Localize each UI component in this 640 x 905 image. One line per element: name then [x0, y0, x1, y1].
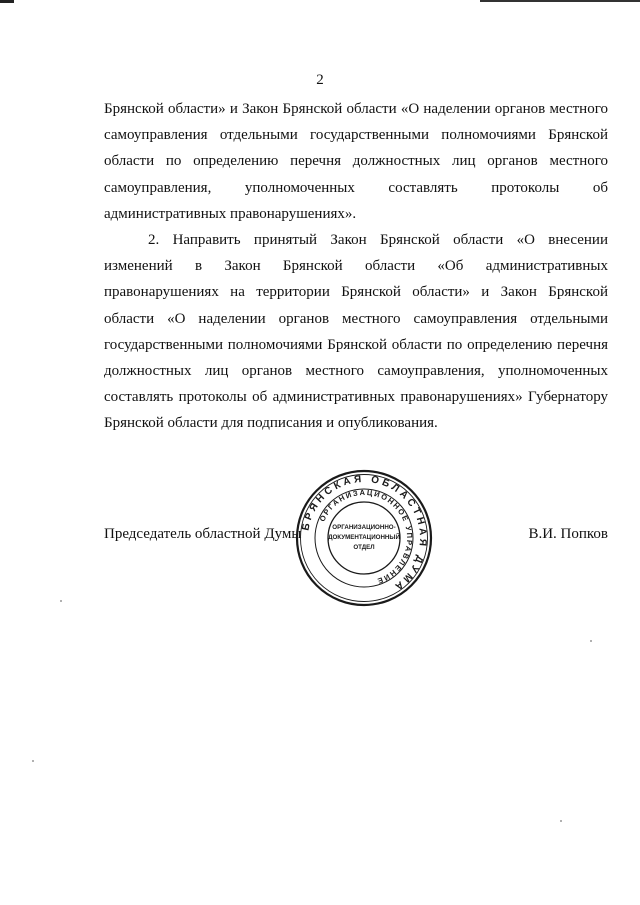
paragraph-item-2: 2. Направить принятый Закон Брянской области «О внесении изменений в Закон Брянской области «Об административных правонарушениях на территории Брянской области» и Закон Брянской области «О наделении органов местного самоуправления отдельными государственными полномочиями Брянской области по определению перечня должностных лиц органов местного самоуправления, уполномоченных составлять протоколы об административных правонарушениях» Губернатору Брянской области для подписания и опубликования.	[104, 232, 608, 432]
scan-speck	[560, 820, 562, 822]
stamp-inner-text: ОРГАНИЗАЦИОННОЕ УПРАВЛЕНИЕ	[317, 487, 415, 587]
signatory-name: В.И. Попков	[528, 526, 608, 542]
document-body	[104, 96, 608, 437]
stamp-center-line-3: ОТДЕЛ	[353, 544, 375, 551]
scan-speck	[590, 640, 592, 642]
scan-edge-mark-left	[0, 0, 14, 3]
scan-edge-mark-right	[480, 0, 640, 2]
page-number: 2	[316, 72, 324, 88]
stamp-outer-text: БРЯНСКАЯ ОБЛАСТНАЯ ДУМА	[300, 473, 429, 594]
stamp-center-line-2: ДОКУМЕНТАЦИОННЫЙ	[328, 534, 400, 541]
scan-speck	[60, 600, 62, 602]
stamp-center-line-1: ОРГАНИЗАЦИОННО-	[332, 524, 396, 531]
scan-speck	[32, 760, 34, 762]
paragraph-continuation: Брянской области» и Закон Брянской области «О наделении органов местного самоуправления отдельными государственными полномочиями Брянской области по определению перечня должностных лиц органов местного самоуправления, уполномоченных составлять протоколы об административных правонарушениях».	[104, 101, 608, 222]
official-seal-stamp	[294, 468, 434, 608]
signatory-position: Председатель областной Думы	[104, 526, 302, 542]
